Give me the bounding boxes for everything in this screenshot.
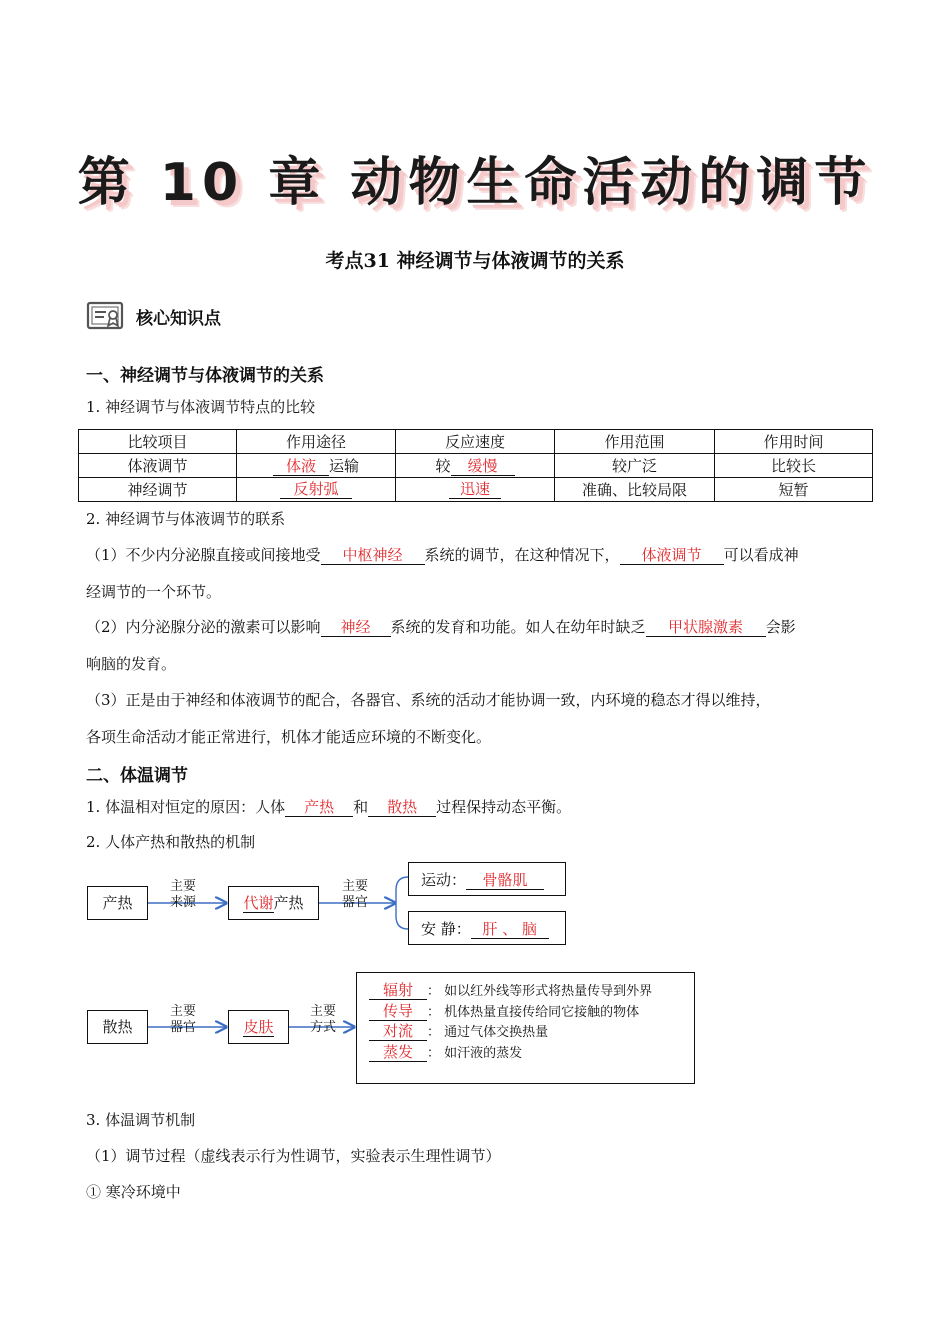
list-item — [369, 1043, 652, 1064]
table-header-cell: 作用范围 — [555, 430, 715, 454]
answer-blank: 反射弧 — [280, 480, 352, 499]
answer-blank: 甲状腺激素 — [646, 618, 766, 637]
heat-loss-modes-list — [369, 981, 652, 1063]
label-line: 主要 — [169, 1004, 196, 1019]
comparison-table — [78, 429, 873, 502]
section2-item1 — [86, 796, 571, 818]
table-header-cell: 比较项目 — [79, 430, 237, 454]
table-header-row — [79, 430, 873, 454]
table-cell: 体液调节 — [79, 454, 237, 478]
table-cell — [396, 478, 555, 502]
core-knowledge-header — [86, 298, 221, 334]
text: 运动： — [421, 871, 467, 889]
arrow-label — [160, 1004, 206, 1036]
table-header-cell: 作用时间 — [715, 430, 873, 454]
page-subtitle: 考点31 神经调节与体液调节的关系 — [325, 250, 625, 272]
paragraph-3-line2: 各项生命活动才能正常进行，机体才能适应环境的不断变化。 — [86, 728, 492, 746]
table-cell-text: 较 — [435, 457, 451, 475]
label-line: 方式 — [309, 1020, 336, 1035]
arrow-label — [300, 1004, 346, 1036]
answer-blank: 对流 — [369, 1022, 427, 1041]
chapter-title: 第 10 章 动物生命活动的调节 — [77, 153, 873, 213]
paragraph-2-cont: 响脑的发育。 — [86, 655, 177, 673]
heat-production-node: 产热 — [87, 886, 148, 920]
text: （1）不少内分泌腺直接或间接地受 — [86, 546, 321, 564]
text: （2）内分泌腺分泌的激素可以影响 — [86, 618, 321, 636]
label-line: 主要 — [169, 879, 196, 894]
metabolism-node — [228, 886, 319, 920]
table-cell-text: 运输 — [328, 457, 359, 475]
section2-item3-p1: （1）调节过程（虚线表示行为性调节，实验表示生理性调节） — [86, 1147, 501, 1165]
label-line: 器官 — [341, 895, 368, 910]
certificate-icon — [86, 300, 126, 332]
section1-heading: 一、神经调节与体液调节的关系 — [86, 366, 324, 386]
section2-heading: 二、体温调节 — [86, 766, 188, 786]
answer-blank: 蒸发 — [369, 1043, 427, 1062]
table-cell: 较广泛 — [555, 454, 715, 478]
label-line: 器官 — [169, 1020, 196, 1035]
list-item — [369, 1022, 652, 1043]
text: 系统的发育和功能。如人在幼年时缺乏 — [390, 618, 646, 636]
arrow-label — [332, 879, 378, 911]
text: 安 静： — [421, 920, 471, 938]
text: 1. 体温相对恒定的原因：人体 — [86, 798, 286, 816]
table-header-cell: 作用途径 — [237, 430, 396, 454]
answer-blank: 神经 — [321, 618, 391, 637]
table-row — [79, 454, 873, 478]
answer-blank: 皮肤 — [243, 1018, 274, 1036]
skin-node — [228, 1010, 289, 1044]
section2-item3-p2: ① 寒冷环境中 — [86, 1183, 181, 1201]
table-cell: 比较长 — [715, 454, 873, 478]
paragraph-3-line1: （3）正是由于神经和体液调节的配合，各器官、系统的活动才能协调一致，内环境的稳态才得以维持， — [86, 691, 771, 709]
table-cell — [237, 454, 396, 478]
arrow-label — [160, 879, 206, 911]
core-knowledge-label: 核心知识点 — [136, 308, 221, 329]
heat-loss-modes-box — [356, 972, 695, 1084]
answer-blank: 中枢神经 — [321, 546, 425, 565]
answer-blank: 迅速 — [449, 480, 501, 499]
text: 会影 — [765, 618, 796, 636]
text: 和 — [353, 798, 369, 816]
label-line: 来源 — [169, 895, 196, 910]
table-header-cell: 反应速度 — [396, 430, 555, 454]
text: 产热 — [273, 894, 304, 912]
section2-item3-title: 3. 体温调节机制 — [86, 1111, 196, 1129]
text: 可以看成神 — [723, 546, 799, 564]
table-cell: 短暂 — [715, 478, 873, 502]
answer-blank: 肝 、 脑 — [471, 920, 549, 939]
table-cell — [237, 478, 396, 502]
text: 系统的调节，在这种情况下， — [424, 546, 620, 564]
mode-description: ： 通过气体交换热量 — [427, 1025, 549, 1040]
answer-blank: 代谢 — [243, 894, 274, 912]
table-cell — [396, 454, 555, 478]
mode-description: ： 如汗液的蒸发 — [427, 1045, 523, 1061]
answer-blank: 传导 — [369, 1002, 427, 1021]
answer-blank: 辐射 — [369, 981, 427, 1000]
paragraph-2 — [86, 616, 876, 638]
answer-blank: 骨骼肌 — [466, 871, 544, 890]
list-item — [369, 1002, 652, 1023]
exercise-branch — [408, 862, 566, 896]
answer-blank: 散热 — [368, 798, 436, 817]
answer-blank: 缓慢 — [451, 457, 515, 476]
list-item — [369, 981, 652, 1002]
label-line: 主要 — [341, 879, 368, 894]
table-cell: 神经调节 — [79, 478, 237, 502]
mode-description: ： 机体热量直接传给同它接触的物体 — [427, 1004, 640, 1020]
answer-blank: 体液调节 — [620, 546, 724, 565]
section1-item1-title: 1. 神经调节与体液调节特点的比较 — [86, 398, 316, 416]
answer-blank: 产热 — [285, 798, 353, 817]
heat-loss-node: 散热 — [87, 1010, 148, 1044]
section2-item2-title: 2. 人体产热和散热的机制 — [86, 833, 256, 851]
rest-branch — [408, 911, 566, 945]
label-line: 主要 — [309, 1004, 336, 1019]
answer-blank: 体液 — [273, 457, 329, 476]
text: 过程保持动态平衡。 — [436, 798, 572, 816]
paragraph-1-cont: 经调节的一个环节。 — [86, 583, 222, 601]
mode-description: ： 如以红外线等形式将热量传导到外界 — [427, 984, 653, 999]
table-cell: 准确、比较局限 — [555, 478, 715, 502]
table-row — [79, 478, 873, 502]
branch-brace — [396, 877, 408, 929]
section1-item2-title: 2. 神经调节与体液调节的联系 — [86, 510, 286, 528]
paragraph-1 — [86, 544, 876, 566]
